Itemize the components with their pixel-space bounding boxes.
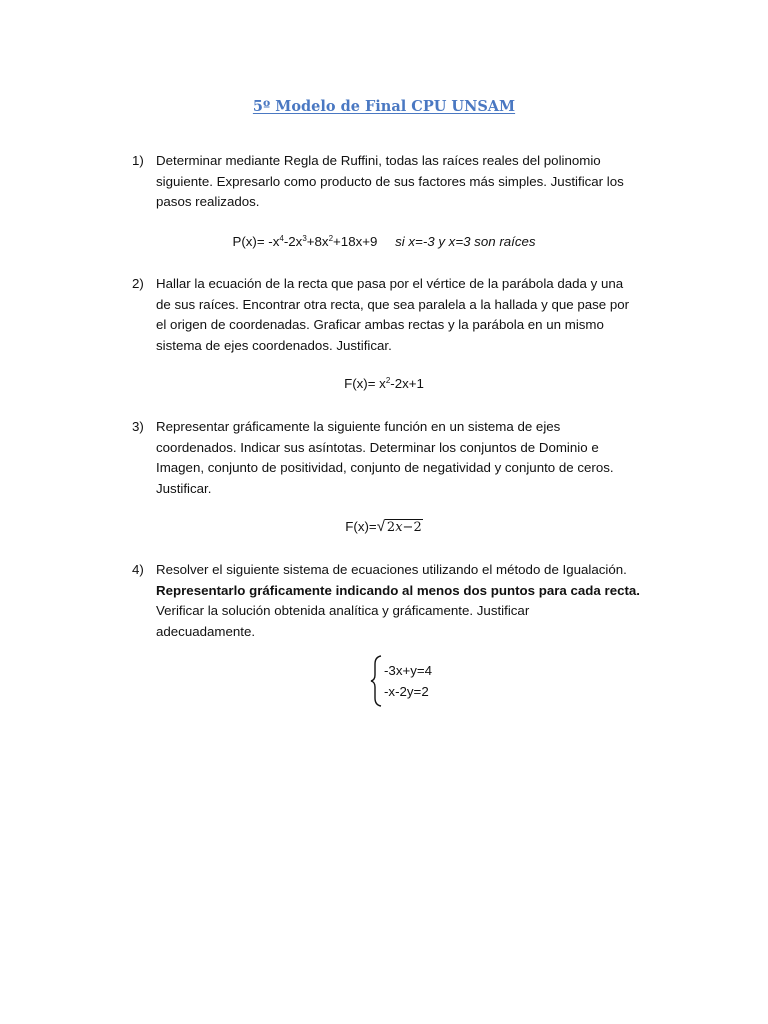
- exercise-number: 1): [132, 153, 144, 168]
- text-line: siguiente. Expresarlo como producto de sus factores más simples. Justificar los: [156, 173, 624, 189]
- text-line: adecuadamente.: [156, 623, 256, 639]
- text-line: de sus raíces. Encontrar otra recta, que sea paralela a la hallada y que pase por: [156, 296, 630, 312]
- equation-1: -3x+y=4: [384, 663, 433, 678]
- text-line: sistema de ejes coordenados. Justificar.: [156, 337, 392, 353]
- text-line: Verificar la solución obtenida analítica y gráficamente. Justificar: [156, 603, 530, 618]
- square-root: √ 2x−2: [376, 518, 422, 535]
- parabola-formula: $F(x)= x^2-2x+1$: [344, 376, 424, 391]
- text-line: Representarlo gráficamente indicando al menos dos puntos para cada recta.: [156, 582, 640, 598]
- text-line: Representar gráficamente la siguiente función en un sistema de ejes: [156, 419, 561, 434]
- polynomial-formula: $P(x)= -x^4-2x^3+8x^2+18x+9$ si x=-3 y x=3 son raíces: [232, 234, 536, 249]
- exercise-text: [156, 417, 666, 499]
- exercise-number: 3): [132, 419, 144, 434]
- equation-system: [370, 654, 490, 708]
- text-line: Justificar.: [156, 480, 212, 496]
- text-line: coordenados. Indicar sus asíntotas. Determinar los conjuntos de Dominio e: [156, 439, 599, 455]
- text-line: pasos realizados.: [156, 194, 260, 209]
- exercise-number: 4): [132, 562, 144, 577]
- text-line: Hallar la ecuación de la recta que pasa por el vértice de la parábola dada y una: [156, 276, 624, 291]
- exercise-number: 2): [132, 276, 144, 291]
- text-line: el origen de coordenadas. Graficar ambas rectas y la parábola en un mismo: [156, 317, 604, 332]
- text-line: Determinar mediante Regla de Ruffini, todas las raíces reales del polinomio: [156, 153, 601, 168]
- text-line: Imagen, conjunto de positividad, conjunto de negatividad y conjunto de ceros.: [156, 460, 614, 475]
- equation-2: -x-2y=2: [384, 684, 429, 699]
- curly-brace-icon: [370, 654, 384, 708]
- sqrt-function-formula: F(x)=√ 2x−2: [345, 518, 422, 535]
- exercise-text: [156, 274, 666, 356]
- exercise-text: [156, 151, 666, 213]
- roots-note: si x=-3 y x=3 son raíces: [395, 234, 536, 249]
- document-title: 5º Modelo de Final CPU UNSAM: [252, 98, 516, 115]
- exercise-text: [156, 560, 666, 642]
- text-line: Resolver el siguiente sistema de ecuaciones utilizando el método de Igualación.: [156, 562, 627, 577]
